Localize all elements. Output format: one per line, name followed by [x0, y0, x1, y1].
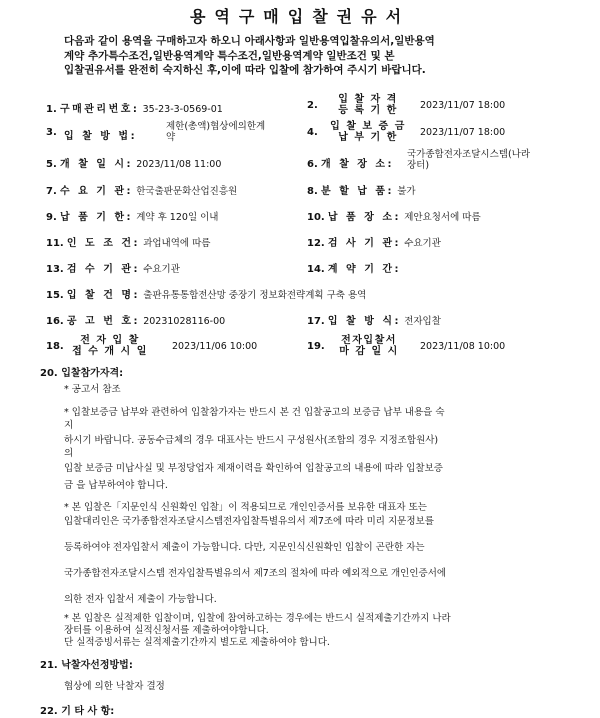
field-value-qualification-deadline: 2023/11/07 18:00	[420, 100, 506, 111]
intro-line: 계약 추가특수조건,일반용역계약 특수조건,일반용역계약 일반조건 및 본	[64, 49, 395, 62]
section-heading-other: 22. 기 타 사 항:	[40, 706, 115, 717]
field-label-submission-start: 전 자 입 찰 접 수 개 시 일	[72, 335, 148, 357]
field-label-submission-deadline: 전자입찰서 마 감 일 시	[339, 335, 399, 357]
intro-line: 입찰권유서를 완전히 숙지하신 후,이에 따라 입찰에 참가하여 주시기 바랍니다.	[64, 64, 426, 76]
field-number: 18.	[46, 341, 64, 352]
page-title: 용역구매입찰권유서	[189, 7, 411, 26]
field-label-bid-method: 입 찰 방 법:	[64, 131, 138, 142]
field-label-deposit-deadline: 입 찰 보 증 금 납 부 기 한	[330, 121, 406, 143]
field-value-deposit-deadline: 2023/11/07 18:00	[420, 127, 506, 138]
winner-selection-text: 협상에 의한 낙찰자 결정	[64, 681, 165, 692]
field-partial-delivery: 8. 분 할 납 품: 불가	[307, 186, 416, 197]
paragraph-fingerprint-notice: * 본 입찰은「지문인식 신원확인 입찰」이 적용되므로 개인인증서를 보유한 대표자 또는 입찰대리인은 국가종합전자조달시스템전자입찰특별유의서 제7조에 따라 미리 지문정보를 등록하여야 전자입찰서 제출이 가능합니다. 다만, 지문인식신원확인 입찰이 곤란한 자는 국가종합전자조달시스템 전자입찰특별유의서 제7조의 절차에 따라 예외적으로 개인인증서에 의한 전자 입찰서 제출이 가능합니다.	[64, 502, 447, 605]
field-value: 35-23-3-0569-01	[142, 104, 223, 115]
field-label: 구매관리번호:	[59, 104, 140, 115]
field-purchase-number: 1. 구매관리번호: 35-23-3-0569-01	[46, 104, 223, 115]
field-opening-place-label: 6. 개 찰 장 소:	[307, 159, 395, 170]
field-number: 4.	[307, 127, 318, 138]
paragraph-performance-notice: * 본 입찰은 실적제한 입찰이며, 입찰에 참여하고하는 경우에는 반드시 실적제출기간까지 나라 장터를 이용하여 실적신청서를 제출하여야합니다. 단 실적증빙서류는 실적제출기간까지 별도로 제출하여야 합니다.	[64, 613, 451, 648]
field-number: 19.	[307, 341, 325, 352]
field-delivery-deadline: 9. 납 품 기 한: 계약 후 120일 이내	[46, 212, 219, 223]
field-number: 2.	[307, 100, 318, 111]
intro-paragraph	[64, 34, 544, 78]
section-heading-winner-selection: 21. 낙찰자선정방법:	[40, 660, 133, 671]
field-value-submission-deadline: 2023/11/08 10:00	[420, 341, 506, 352]
field-opening-datetime: 5. 개 찰 일 시: 2023/11/08 11:00	[46, 159, 222, 170]
section-heading-qualification: 20. 입찰참가자격:	[40, 368, 124, 379]
field-delivery-place: 10. 납 품 장 소: 제안요청서에 따름	[307, 212, 481, 223]
paragraph-deposit-notice: * 입찰보증금 납부와 관련하여 입찰참가자는 반드시 본 건 입찰공고의 보증금 납부 내용을 숙 지 하시기 바랍니다. 공동수급체의 경우 대표사는 반드시 구성원사(조합의 경우 지정조합원사) 의 입찰 보증금 미납사실 및 부정당업자 제재이력을 확인하여 입찰공고의 내용에 따라 입찰보증 금 을 납부하여야 합니다.	[64, 407, 445, 491]
field-value-submission-start: 2023/11/06 10:00	[172, 341, 258, 352]
paragraph-notice-reference: * 공고서 참조	[64, 384, 121, 395]
field-delivery-terms: 11. 인 도 조 건: 과업내역에 따름	[46, 238, 211, 249]
field-label-qualification-deadline: 입 찰 자 격 등 록 기 한	[338, 94, 398, 116]
field-demand-agency: 7. 수 요 기 관: 한국출판문화산업진흥원	[46, 186, 238, 197]
field-contract-period: 14. 계 약 기 간:	[307, 264, 401, 275]
field-value-opening-place: 국가종합전자조달시스템(나라 장터)	[407, 149, 531, 171]
field-bid-title: 15. 입 찰 건 명: 출판유통통합전산망 중장기 정보화전략계획 구축 용역	[46, 290, 367, 301]
field-value-bid-method: 제한(총액)협상에의한계 약	[166, 121, 266, 143]
field-acceptance-agency: 13. 검 수 기 관: 수요기관	[46, 264, 180, 275]
field-inspection-agency: 12. 검 사 기 관: 수요기관	[307, 238, 441, 249]
field-number: 3.	[46, 127, 57, 138]
field-bid-type: 17. 입 찰 방 식: 전자입찰	[307, 316, 441, 327]
intro-line: 다음과 같이 용역을 구매하고자 하오니 아래사항과 일반용역입찰유의서,일반용역	[64, 35, 435, 47]
field-notice-number: 16. 공 고 번 호: 20231028116-00	[46, 316, 226, 327]
